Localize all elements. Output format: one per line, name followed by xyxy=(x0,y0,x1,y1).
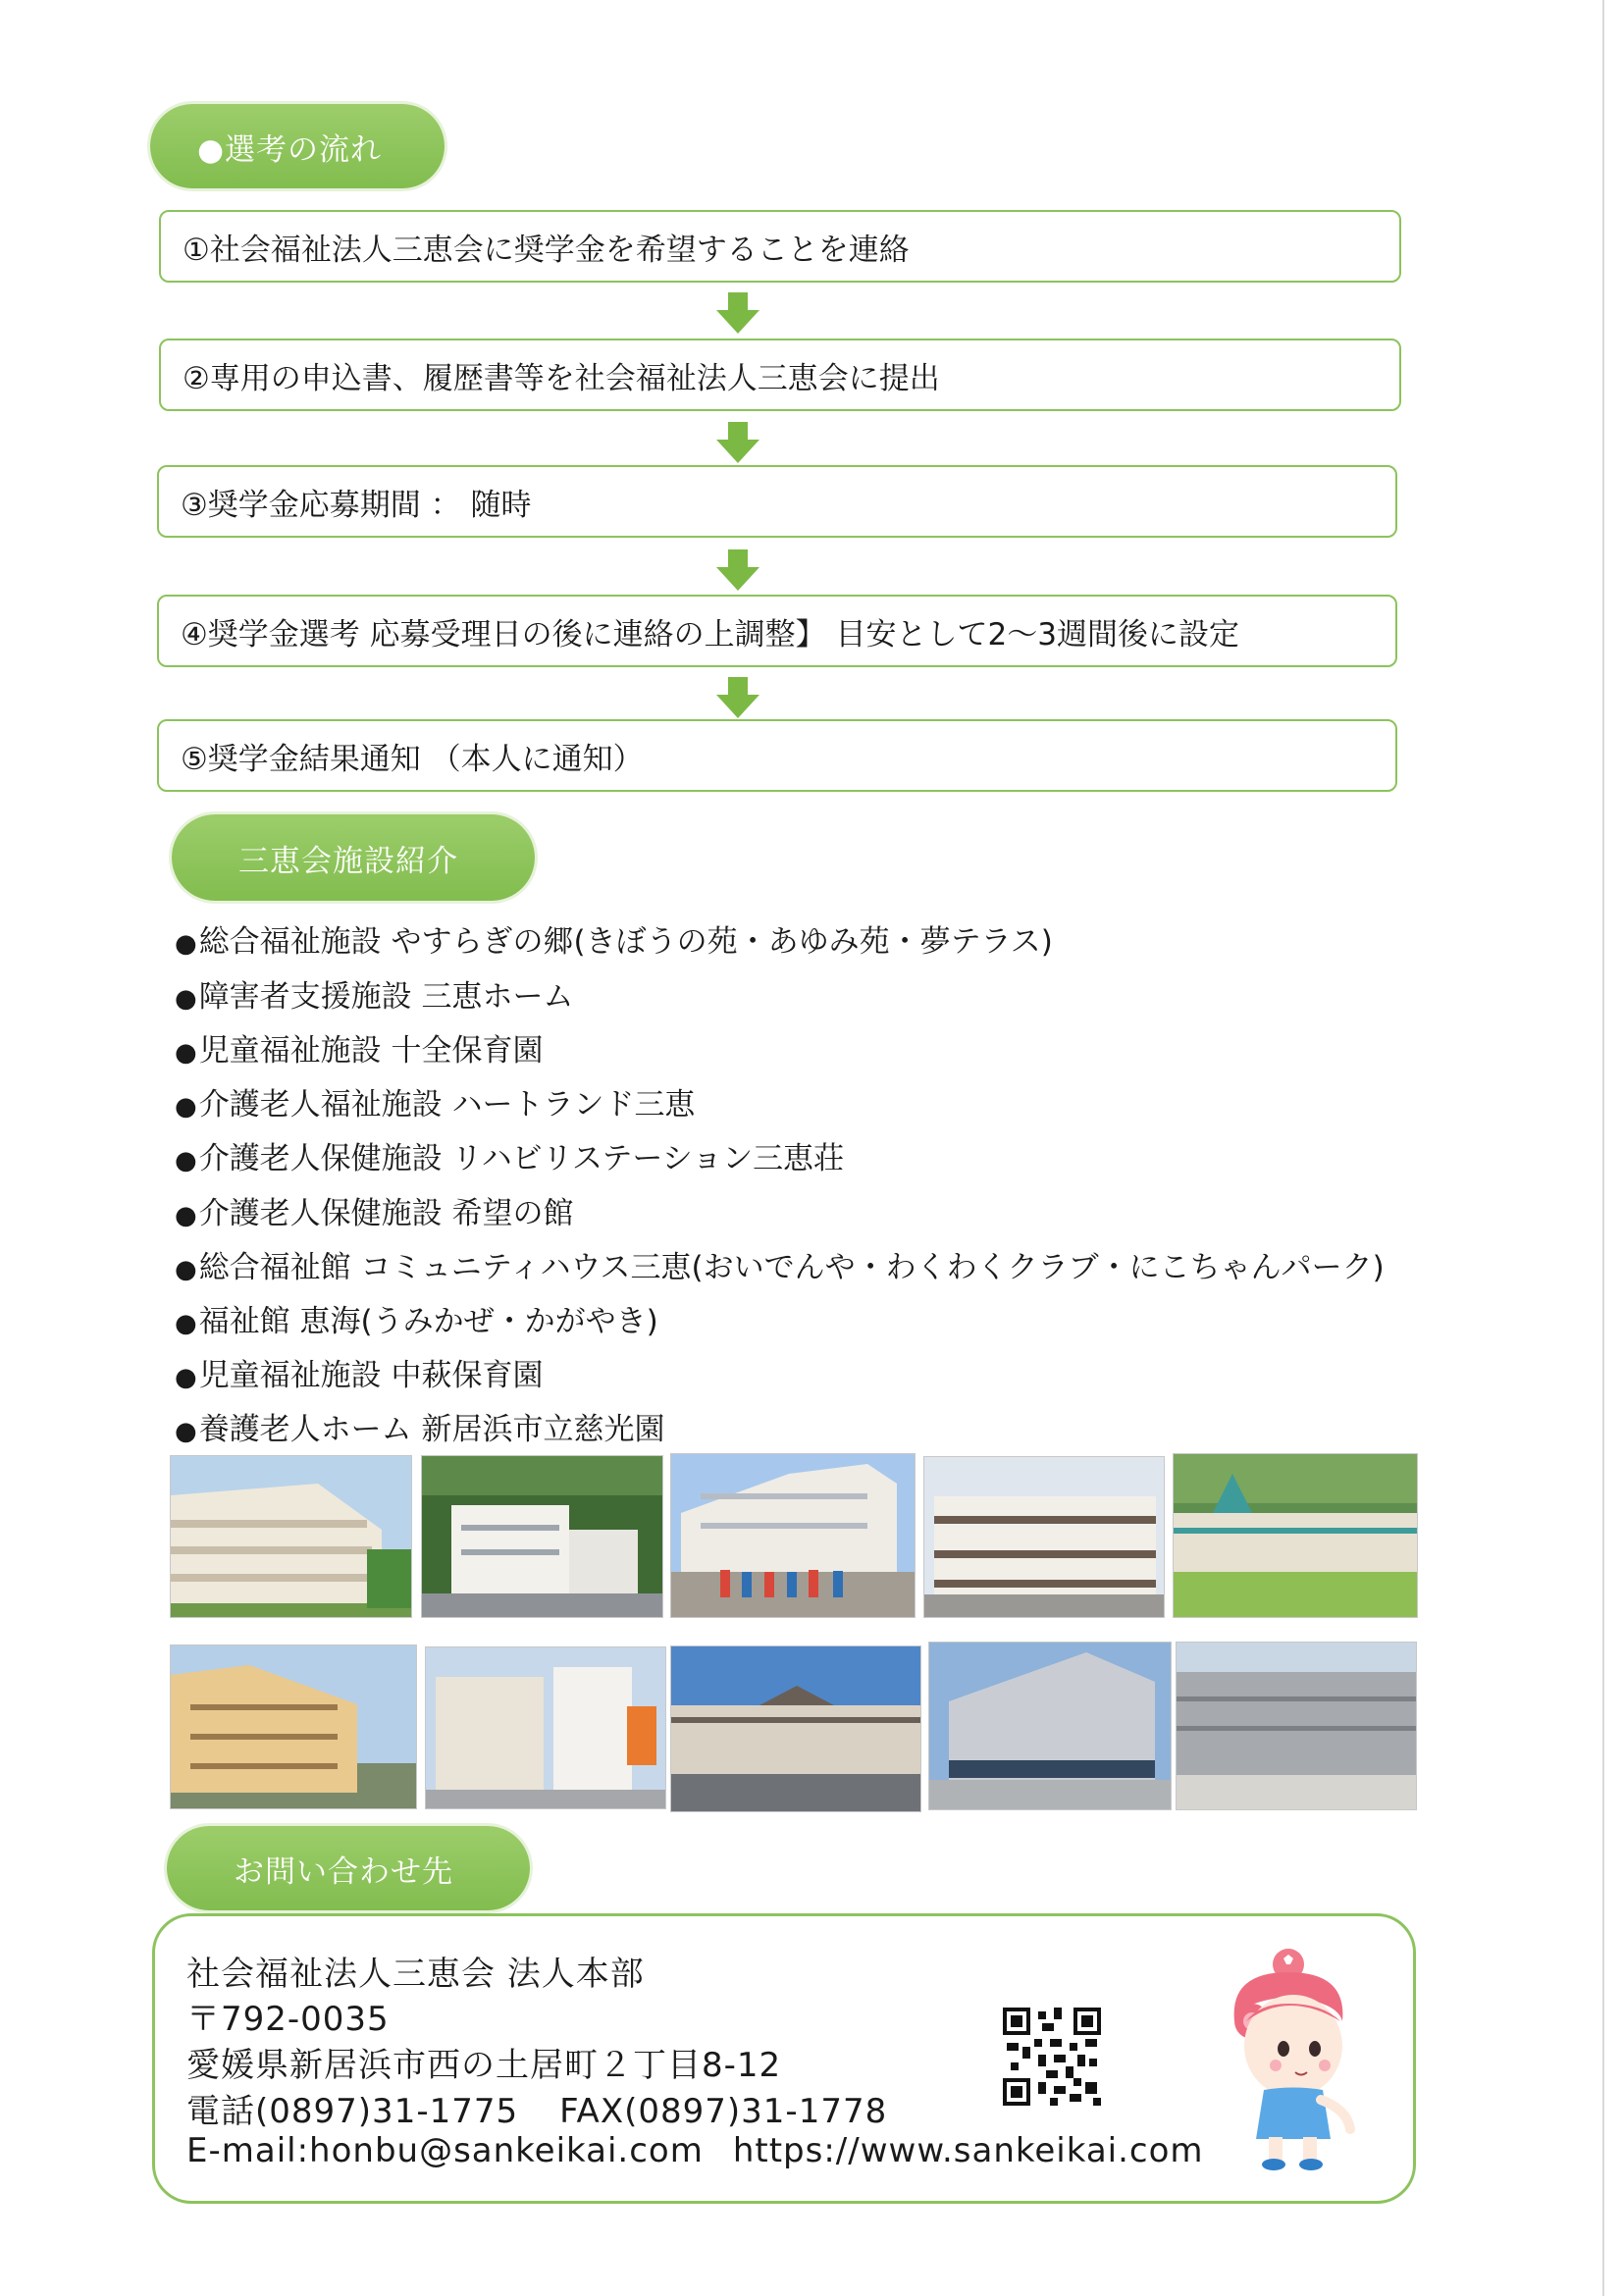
flow-step-2-text: ②専用の申込書、履歴書等を社会福祉法人三恵会に提出 xyxy=(183,360,940,396)
down-arrow-icon xyxy=(716,549,759,591)
flow-step-1 xyxy=(159,210,1401,283)
bullet: ● xyxy=(175,929,197,959)
flow-step-5-text: ⑤奨学金結果通知 （本人に通知） xyxy=(181,741,644,777)
facility-name: 養護老人ホーム 新居浜市立慈光園 xyxy=(198,1412,665,1447)
bullet: ● xyxy=(175,984,197,1014)
contact-postal: 〒792-0035 xyxy=(186,2000,390,2039)
facility-item xyxy=(175,916,1053,961)
section-heading-contact-text: お問い合わせ先 xyxy=(234,1853,453,1890)
facility-name: 介護老人保健施設 希望の館 xyxy=(198,1196,574,1231)
bullet: ● xyxy=(175,1255,197,1284)
section-heading-facilities-text: 三恵会施設紹介 xyxy=(238,843,458,879)
facility-item xyxy=(175,1404,665,1448)
facility-photo xyxy=(670,1453,916,1618)
facility-photo xyxy=(170,1644,417,1809)
contact-tel: 電話(0897)31-1775 xyxy=(186,2092,519,2131)
contact-phone-line xyxy=(186,2084,887,2132)
facility-name: 児童福祉施設 十全保育園 xyxy=(198,1033,544,1069)
bullet: ● xyxy=(175,1146,197,1175)
facility-photo xyxy=(170,1455,412,1618)
facility-item xyxy=(175,1296,658,1340)
mascot-character-icon xyxy=(1215,1943,1362,2173)
facility-photo xyxy=(1173,1453,1418,1618)
down-arrow-icon xyxy=(716,292,759,334)
page-edge-line xyxy=(1602,0,1604,2296)
facility-item xyxy=(175,1079,696,1123)
facility-item xyxy=(175,1242,1385,1286)
contact-address: 愛媛県新居浜市西の土居町２丁目8-12 xyxy=(186,2046,782,2085)
bullet: ● xyxy=(175,1038,197,1068)
contact-web-line xyxy=(186,2131,1204,2170)
facility-name: 総合福祉館 コミュニティハウス三恵(おいでんや・わくわくクラブ・にこちゃんパーク) xyxy=(198,1250,1385,1285)
flow-step-1-text: ①社会福祉法人三恵会に奨学金を希望することを連絡 xyxy=(183,232,910,268)
bullet: ● xyxy=(175,1201,197,1230)
contact-url[interactable]: https://www.sankeikai.com xyxy=(732,2131,1204,2170)
flow-step-5 xyxy=(157,719,1397,792)
facility-name: 介護老人保健施設 リハビリステーション三恵荘 xyxy=(198,1141,845,1176)
contact-org: 社会福祉法人三恵会 法人本部 xyxy=(186,1955,645,1994)
flow-step-3-text: ③奨学金応募期間 ： 随時 xyxy=(181,487,532,523)
facility-photo xyxy=(670,1645,921,1812)
facility-name: 児童福祉施設 中萩保育園 xyxy=(198,1358,544,1393)
facility-item xyxy=(175,1025,544,1070)
down-arrow-icon xyxy=(716,422,759,463)
facility-name: 総合福祉施設 やすらぎの郷(きぼうの苑・あゆみ苑・夢テラス) xyxy=(198,924,1053,960)
facility-photo xyxy=(923,1456,1165,1618)
facility-photo xyxy=(1176,1642,1417,1810)
facility-name: 障害者支援施設 三恵ホーム xyxy=(198,979,574,1015)
section-heading-contact xyxy=(167,1826,530,1910)
flow-step-4-text: ④奨学金選考 応募受理日の後に連絡の上調整】 目安として2～3週間後に設定 xyxy=(181,616,1239,652)
facility-item xyxy=(175,1133,844,1177)
section-heading-flow xyxy=(150,104,445,188)
facility-item xyxy=(175,1350,544,1394)
contact-email[interactable]: E-mail:honbu@sankeikai.com xyxy=(186,2131,704,2170)
facility-item xyxy=(175,971,574,1016)
down-arrow-icon xyxy=(716,677,759,718)
facility-name: 介護老人福祉施設 ハートランド三恵 xyxy=(198,1087,696,1122)
qr-code-icon xyxy=(1003,2008,1101,2106)
flow-step-2 xyxy=(159,339,1401,411)
section-heading-facilities xyxy=(172,814,535,901)
contact-fax: FAX(0897)31-1778 xyxy=(559,2092,888,2131)
facility-photo xyxy=(928,1642,1172,1810)
flow-step-3 xyxy=(157,465,1397,538)
facility-photo xyxy=(425,1646,666,1809)
facility-photo xyxy=(421,1455,663,1618)
bullet: ● xyxy=(175,1363,197,1392)
bullet: ● xyxy=(175,1417,197,1446)
bullet: ● xyxy=(175,1309,197,1338)
bullet: ● xyxy=(175,1092,197,1122)
section-heading-flow-text: ●選考の流れ xyxy=(197,131,383,168)
flow-step-4 xyxy=(157,595,1397,667)
facility-item xyxy=(175,1188,574,1232)
facility-name: 福祉館 恵海(うみかぜ・かがやき) xyxy=(198,1304,658,1339)
